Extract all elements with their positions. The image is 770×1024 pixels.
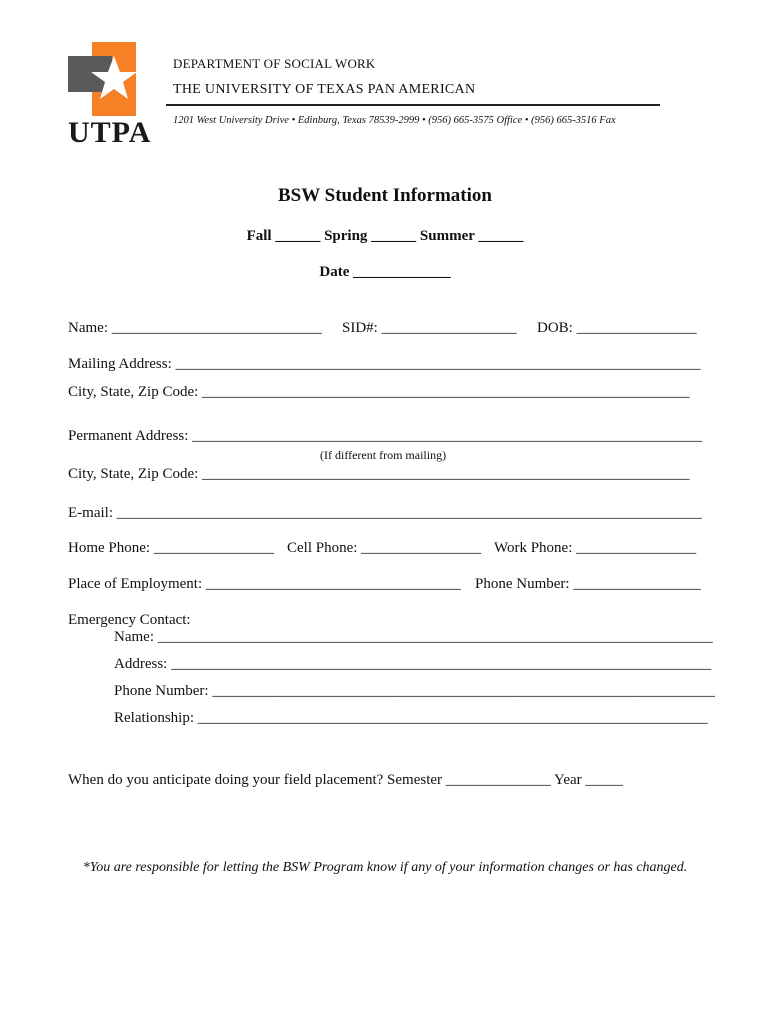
dob-field[interactable]: DOB: ________________ [537, 320, 697, 336]
emergency-relationship-field[interactable]: Relationship: ____________________________________________________________________ [114, 710, 708, 726]
university-name: THE UNIVERSITY OF TEXAS PAN AMERICAN [173, 82, 476, 97]
logo-text: UTPA [68, 116, 152, 149]
emergency-contact-heading: Emergency Contact: [68, 612, 191, 628]
field-placement-question[interactable]: When do you anticipate doing your field placement? Semester ______________ Year _____ [68, 772, 623, 788]
home-phone-field[interactable]: Home Phone: ________________ [68, 540, 274, 556]
department-name: DEPARTMENT OF SOCIAL WORK [173, 56, 376, 71]
footer-note: *You are responsible for letting the BSW Program know if any of your information changes or has changed. [82, 860, 688, 875]
cell-phone-field[interactable]: Cell Phone: ________________ [287, 540, 482, 556]
contact-address: 1201 West University Drive • Edinburg, Texas 78539-2999 • (956) 665-3575 Office • (956) 665-3516 Fax [173, 115, 616, 126]
star-logo-icon [68, 42, 160, 122]
employment-field[interactable]: Place of Employment: __________________________________ [68, 576, 461, 592]
form-title: BSW Student Information [278, 185, 492, 206]
header-divider [166, 104, 660, 106]
permanent-address-field[interactable]: Permanent Address: ____________________________________________________________________ [68, 428, 703, 444]
term-selection[interactable]: Fall ______ Spring ______ Summer ______ [246, 228, 524, 244]
mailing-address-field[interactable]: Mailing Address: ______________________________________________________________________ [68, 356, 701, 372]
email-field[interactable]: E-mail: ______________________________________________________________________________ [68, 505, 702, 521]
permanent-city-state-zip-field[interactable]: City, State, Zip Code: _________________________________________________________________ [68, 466, 690, 482]
date-field[interactable]: Date _____________ [319, 264, 451, 280]
employment-phone-field[interactable]: Phone Number: _________________ [475, 576, 701, 592]
emergency-address-field[interactable]: Address: ________________________________________________________________________ [114, 656, 712, 672]
work-phone-field[interactable]: Work Phone: ________________ [494, 540, 697, 556]
sid-field[interactable]: SID#: __________________ [342, 320, 517, 336]
permanent-address-note: (If different from mailing) [320, 448, 447, 462]
utpa-logo [68, 42, 160, 150]
emergency-phone-field[interactable]: Phone Number: ___________________________________________________________________ [114, 683, 715, 699]
emergency-name-field[interactable]: Name: __________________________________________________________________________ [114, 629, 713, 645]
name-field[interactable]: Name: ____________________________ [68, 320, 322, 336]
city-state-zip-field[interactable]: City, State, Zip Code: _________________________________________________________________ [68, 384, 690, 400]
